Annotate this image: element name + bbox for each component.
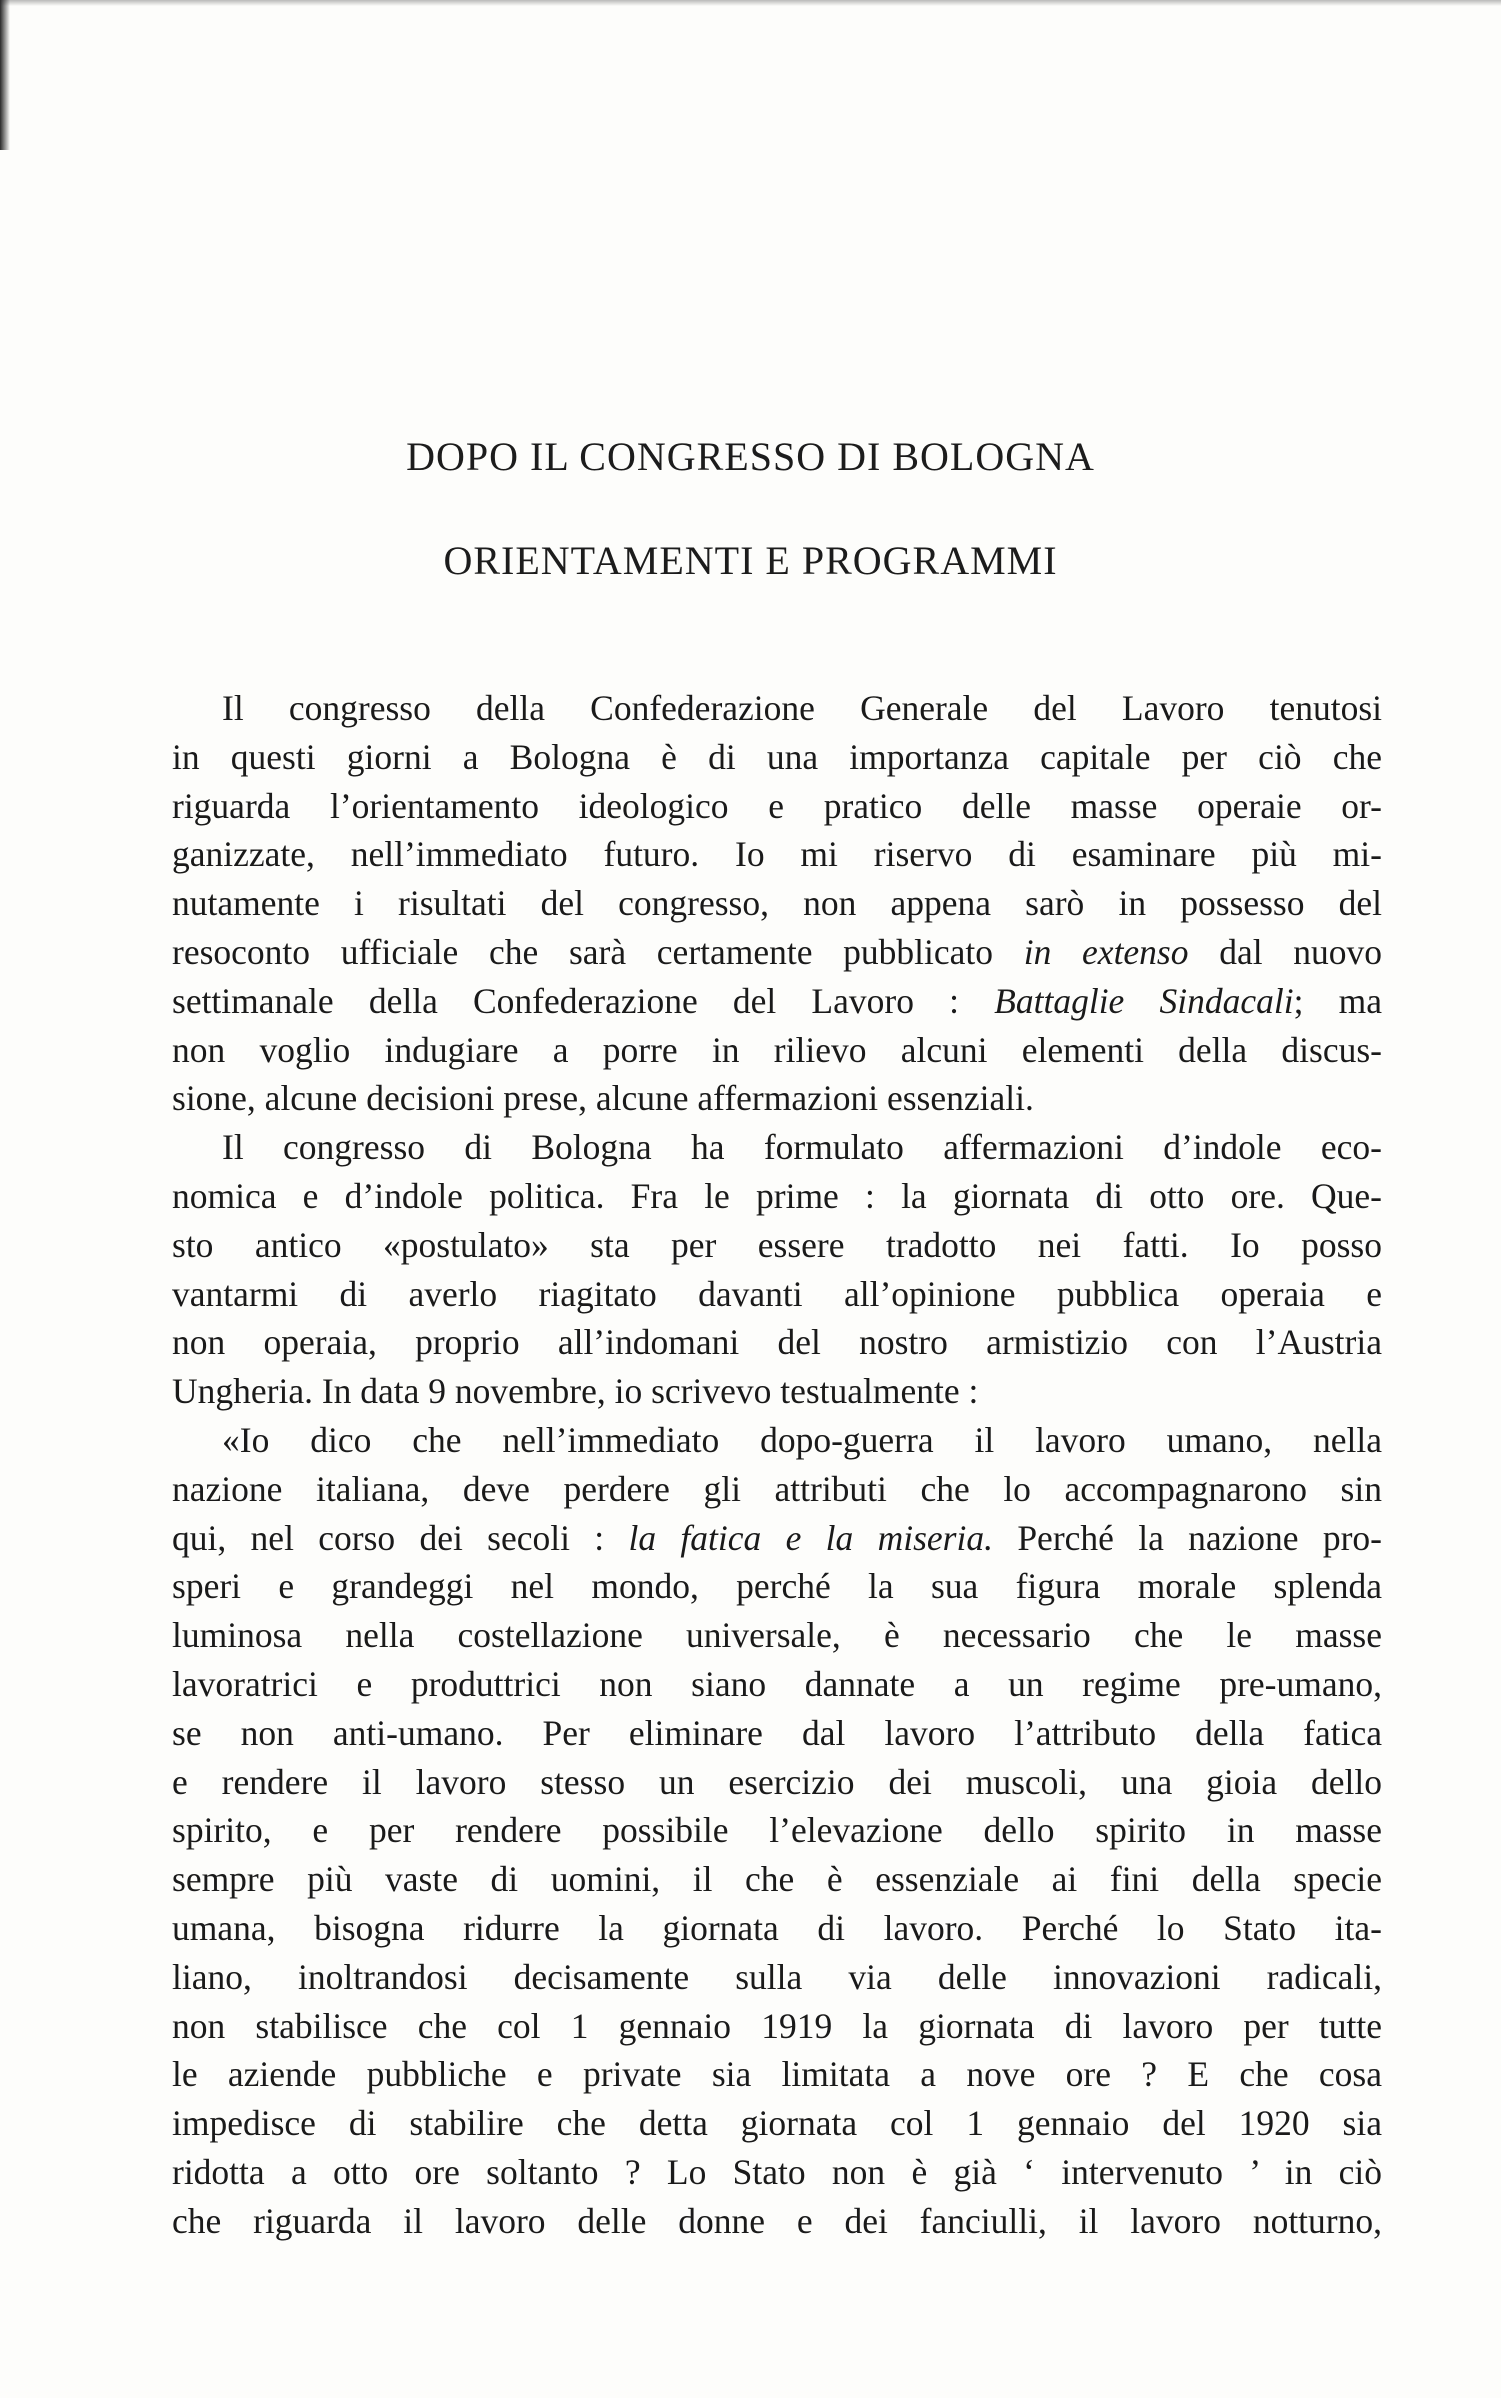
text-line: lavoratrici e produttrici non siano dannate a un regime pre-umano,	[172, 1663, 1382, 1704]
text-line: se non anti-umano. Per eliminare dal lavoro l’attributo della fatica	[172, 1712, 1382, 1753]
text-line	[172, 977, 1382, 1026]
text-run: resoconto ufficiale che sarà certamente pubblicato	[172, 931, 994, 972]
text-line	[172, 1514, 1382, 1563]
text-line: umana, bisogna ridurre la giornata di lavoro. Perché lo Stato ita-	[172, 1907, 1382, 1948]
scan-shadow-top	[0, 0, 1501, 6]
text-line: non voglio indugiare a porre in rilievo alcuni elementi della discus-	[172, 1029, 1382, 1070]
text-run: ; ma	[1293, 980, 1383, 1021]
text-line	[172, 928, 1382, 977]
text-line: «Io dico che nell’immediato dopo-guerra il lavoro umano, nella	[222, 1419, 1382, 1460]
text-line: le aziende pubbliche e private sia limitata a nove ore ? E che cosa	[172, 2054, 1382, 2095]
text-run: qui, nel corso dei secoli :	[172, 1517, 605, 1558]
text-line: Ungheria. In data 9 novembre, io scrivevo testualmente :	[172, 1371, 979, 1412]
text-line: Il congresso della Confederazione Generale del Lavoro tenutosi	[222, 688, 1382, 728]
italic-run: in extenso	[1023, 931, 1189, 972]
text-line: Il congresso di Bologna ha formulato affermazioni d’indole eco-	[222, 1127, 1382, 1168]
text-line: nazione italiana, deve perdere gli attributi che lo accompagnarono sin	[172, 1468, 1382, 1509]
article-body	[172, 684, 1382, 2246]
text-line: ridotta a otto ore soltanto ? Lo Stato non è già ‘ intervenuto ’ in ciò	[172, 2151, 1382, 2192]
article-title: DOPO IL CONGRESSO DI BOLOGNA	[406, 434, 1095, 479]
text-line: liano, inoltrandosi decisamente sulla via delle innovazioni radicali,	[172, 1956, 1382, 1997]
text-line: speri e grandeggi nel mondo, perché la sua figura morale splenda	[172, 1566, 1382, 1607]
text-line: sione, alcune decisioni prese, alcune affermazioni essenziali.	[172, 1078, 1034, 1119]
text-line: non operaia, proprio all’indomani del nostro armistizio con l’Austria	[172, 1322, 1382, 1363]
text-line: e rendere il lavoro stesso un esercizio dei muscoli, una gioia dello	[172, 1761, 1382, 1802]
text-line: nomica e d’indole politica. Fra le prime : la giornata di otto ore. Que-	[172, 1175, 1382, 1216]
text-run: settimanale della Confederazione del Lavoro :	[172, 980, 959, 1021]
italic-run: Battaglie Sindacali	[994, 980, 1294, 1021]
text-line: sto antico «postulato» sta per essere tradotto nei fatti. Io posso	[172, 1224, 1382, 1265]
article-subtitle: ORIENTAMENTI E PROGRAMMI	[443, 538, 1058, 583]
text-line: luminosa nella costellazione universale, è necessario che le masse	[172, 1615, 1382, 1656]
text-line: che riguarda il lavoro delle donne e dei fanciulli, il lavoro notturno,	[172, 2200, 1382, 2241]
text-line: sempre più vaste di uomini, il che è essenziale ai fini della specie	[172, 1859, 1382, 1900]
text-run: Perché la nazione pro-	[1017, 1517, 1383, 1558]
text-line: nutamente i risultati del congresso, non appena sarò in possesso del	[172, 883, 1382, 924]
scan-shadow-left	[0, 0, 10, 150]
text-line: ganizzate, nell’immediato futuro. Io mi riservo di esaminare più mi-	[172, 834, 1382, 875]
italic-run: la fatica e la miseria.	[628, 1517, 993, 1558]
text-line: vantarmi di averlo riagitato davanti all’opinione pubblica operaia e	[172, 1273, 1382, 1314]
text-line: in questi giorni a Bologna è di una importanza capitale per ciò che	[172, 736, 1382, 777]
text-line: spirito, e per rendere possibile l’elevazione dello spirito in masse	[172, 1810, 1382, 1851]
text-run: dal nuovo	[1219, 931, 1383, 972]
text-line: impedisce di stabilire che detta giornata col 1 gennaio del 1920 sia	[172, 2103, 1382, 2144]
text-line: riguarda l’orientamento ideologico e pratico delle masse operaie or-	[172, 785, 1382, 826]
text-line: non stabilisce che col 1 gennaio 1919 la giornata di lavoro per tutte	[172, 2005, 1382, 2046]
